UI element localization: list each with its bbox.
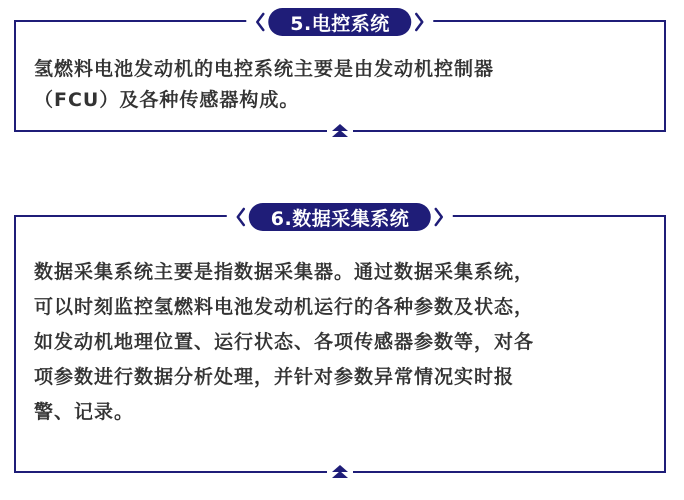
body-line: 可以时刻监控氢燃料电池发动机运行的各种参数及状态， — [34, 296, 535, 318]
up-arrow-marker-icon — [327, 464, 353, 480]
chevron-right-icon — [431, 203, 447, 231]
section-data-acquisition — [14, 207, 666, 473]
body-line: 如发动机地理位置、运行状态、各项传感器参数等，对各 — [34, 331, 535, 353]
chevron-left-icon — [252, 8, 268, 36]
section-title-label — [246, 8, 433, 36]
body-line: 项参数进行数据分析处理，并针对参数异常情况实时报 — [34, 366, 515, 388]
section-title-label — [227, 203, 453, 231]
body-line: 氢燃料电池发动机的电控系统主要是由发动机控制器 — [34, 58, 495, 80]
section-electronic-control — [14, 12, 666, 132]
chevron-left-icon — [233, 203, 249, 231]
section-title: 6.数据采集系统 — [249, 203, 431, 231]
section-title: 5.电控系统 — [268, 8, 411, 36]
chevron-right-icon — [412, 8, 428, 36]
body-line: 警、记录。 — [34, 401, 135, 423]
section-body — [34, 255, 646, 430]
body-line: （FCU）及各种传感器构成。 — [34, 89, 300, 111]
section-body — [34, 54, 646, 116]
up-arrow-marker-icon — [327, 123, 353, 139]
body-line: 数据采集系统主要是指数据采集器。通过数据采集系统， — [34, 261, 535, 283]
